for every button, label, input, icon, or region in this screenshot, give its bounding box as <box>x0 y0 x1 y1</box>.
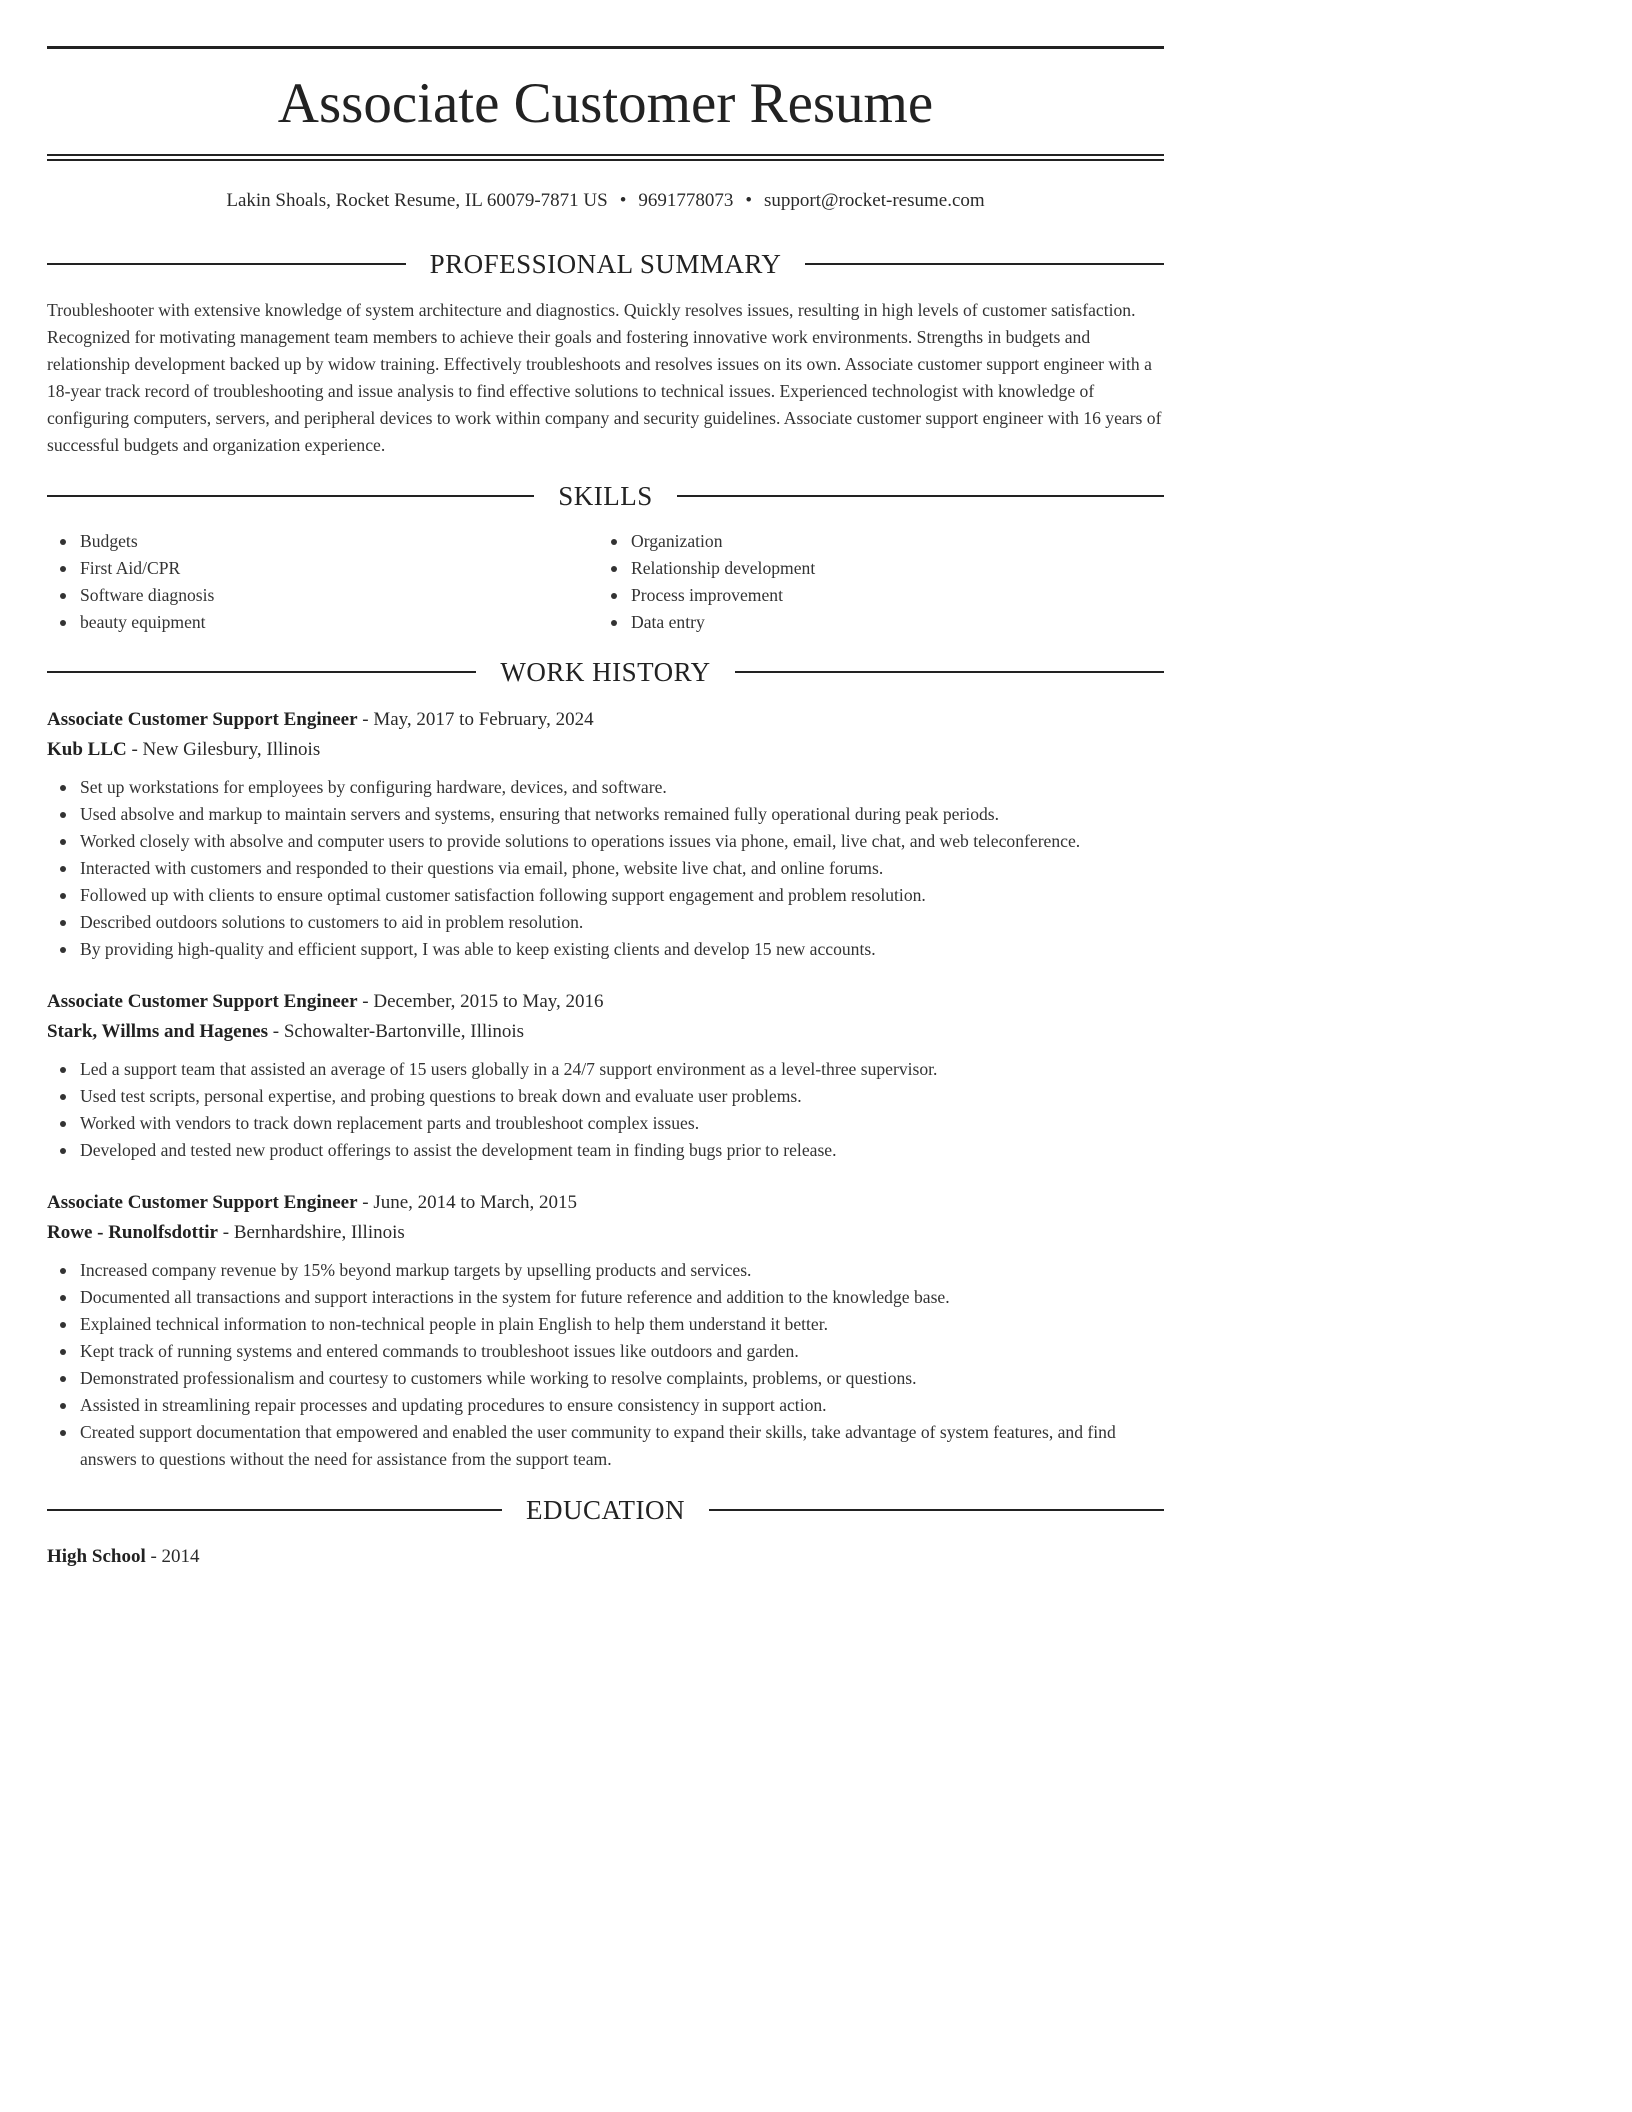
job-bullet: By providing high-quality and efficient support, I was able to keep existing clients and develop 15 new accounts. <box>80 936 1164 963</box>
education-school: High School <box>47 1546 146 1567</box>
job-bullet: Increased company revenue by 15% beyond markup targets by upselling products and services. <box>80 1257 1164 1284</box>
job-title-line <box>47 1188 1164 1218</box>
job-entry <box>47 1188 1164 1473</box>
skill-item: Budgets <box>80 528 598 555</box>
job-dates: - June, 2014 to March, 2015 <box>357 1192 578 1213</box>
job-location: - Bernhardshire, Illinois <box>218 1222 405 1243</box>
divider <box>47 1509 502 1511</box>
job-company: Stark, Willms and Hagenes <box>47 1021 269 1042</box>
skill-item: beauty equipment <box>80 609 598 636</box>
job-company-line <box>47 735 1164 765</box>
section-title: PROFESSIONAL SUMMARY <box>429 249 782 279</box>
skills-column-left <box>47 528 598 636</box>
job-location: - Schowalter-Bartonville, Illinois <box>268 1021 525 1042</box>
job-location: - New Gilesbury, Illinois <box>126 739 321 760</box>
divider <box>47 671 476 673</box>
job-bullet: Led a support team that assisted an average of 15 users globally in a 24/7 support environment as a level-three supervisor. <box>80 1056 1164 1083</box>
title-double-rule <box>47 154 1164 161</box>
job-bullet: Worked closely with absolve and computer users to provide solutions to operations issues via phone, email, live chat, and web teleconference. <box>80 828 1164 855</box>
job-entry <box>47 705 1164 963</box>
divider <box>735 671 1164 673</box>
job-title: Associate Customer Support Engineer <box>47 991 358 1012</box>
job-company: Rowe - Runolfsdottir <box>47 1222 218 1243</box>
job-dates: - May, 2017 to February, 2024 <box>357 709 594 730</box>
divider <box>677 495 1164 497</box>
contact-phone: 9691778073 <box>638 190 734 211</box>
skill-item: Data entry <box>631 609 1149 636</box>
resume-title: Associate Customer Resume <box>277 72 934 135</box>
contact-line <box>47 188 1164 214</box>
skills-column-right <box>598 528 1149 636</box>
contact-email: support@rocket-resume.com <box>764 190 985 211</box>
section-heading-work <box>47 655 1164 689</box>
contact-separator: • <box>619 190 627 211</box>
job-bullet: Demonstrated professionalism and courtesy to customers while working to resolve complaints, problems, or questions. <box>80 1365 1164 1392</box>
job-title-line <box>47 987 1164 1017</box>
divider <box>47 495 534 497</box>
section-title: WORK HISTORY <box>500 657 711 687</box>
job-company-line <box>47 1017 1164 1047</box>
education-year: - 2014 <box>145 1546 200 1567</box>
skill-item: Process improvement <box>631 582 1149 609</box>
divider <box>47 263 406 265</box>
job-bullet: Created support documentation that empowered and enabled the user community to expand their skills, take advantage of system features, and find answers to questions without the need for assistance from the support team. <box>80 1419 1164 1473</box>
job-bullet: Used absolve and markup to maintain servers and systems, ensuring that networks remained fully operational during peak periods. <box>80 801 1164 828</box>
job-bullet: Followed up with clients to ensure optimal customer satisfaction following support engagement and problem resolution. <box>80 882 1164 909</box>
job-bullets <box>47 1056 1164 1164</box>
education-entry <box>47 1543 1164 1571</box>
divider <box>805 263 1164 265</box>
job-bullet: Used test scripts, personal expertise, and probing questions to break down and evaluate user problems. <box>80 1083 1164 1110</box>
job-bullet: Interacted with customers and responded to their questions via email, phone, website live chat, and online forums. <box>80 855 1164 882</box>
job-dates: - December, 2015 to May, 2016 <box>357 991 604 1012</box>
skills-list <box>47 528 1164 636</box>
summary-paragraph: Troubleshooter with extensive knowledge of system architecture and diagnostics. Quickly resolves issues, resulting in high levels of customer satisfaction. Recognized for motivating management team members to achieve their goals and fostering innovative work environments. Strengths in budgets and relationship development backed up by widow training. Effectively troubleshoots and resolves issues on its own. Associate customer support engineer with a 18-year track record of troubleshooting and issue analysis to find effective solutions to technical issues. Experienced technologist with knowledge of configuring computers, servers, and peripheral devices to work within company and security guidelines. Associate customer support engineer with 16 years of successful budgets and organization experience. <box>47 300 1162 455</box>
job-bullet: Set up workstations for employees by configuring hardware, devices, and software. <box>80 774 1164 801</box>
contact-separator: • <box>745 190 753 211</box>
job-bullet: Described outdoors solutions to customers to aid in problem resolution. <box>80 909 1164 936</box>
divider <box>709 1509 1164 1511</box>
job-bullet: Explained technical information to non-technical people in plain English to help them understand it better. <box>80 1311 1164 1338</box>
job-bullets <box>47 774 1164 963</box>
top-rule <box>47 46 1164 49</box>
job-bullets <box>47 1257 1164 1473</box>
contact-address: Lakin Shoals, Rocket Resume, IL 60079-7871 US <box>226 190 608 211</box>
section-title: SKILLS <box>558 481 653 511</box>
skill-item: Software diagnosis <box>80 582 598 609</box>
section-title: EDUCATION <box>526 1495 685 1525</box>
skill-item: First Aid/CPR <box>80 555 598 582</box>
section-heading-education <box>47 1493 1164 1527</box>
job-entry <box>47 987 1164 1164</box>
job-title: Associate Customer Support Engineer <box>47 709 358 730</box>
job-title-line <box>47 705 1164 735</box>
job-bullet: Developed and tested new product offerings to assist the development team in finding bugs prior to release. <box>80 1137 1164 1164</box>
job-bullet: Documented all transactions and support interactions in the system for future reference and addition to the knowledge base. <box>80 1284 1164 1311</box>
job-company: Kub LLC <box>47 739 127 760</box>
job-bullet: Kept track of running systems and entered commands to troubleshoot issues like outdoors and garden. <box>80 1338 1164 1365</box>
job-bullet: Worked with vendors to track down replacement parts and troubleshoot complex issues. <box>80 1110 1164 1137</box>
skill-item: Organization <box>631 528 1149 555</box>
section-heading-skills <box>47 479 1164 513</box>
job-bullet: Assisted in streamlining repair processes and updating procedures to ensure consistency in support action. <box>80 1392 1164 1419</box>
job-company-line <box>47 1218 1164 1248</box>
skill-item: Relationship development <box>631 555 1149 582</box>
job-title: Associate Customer Support Engineer <box>47 1192 358 1213</box>
section-heading-summary <box>47 247 1164 281</box>
